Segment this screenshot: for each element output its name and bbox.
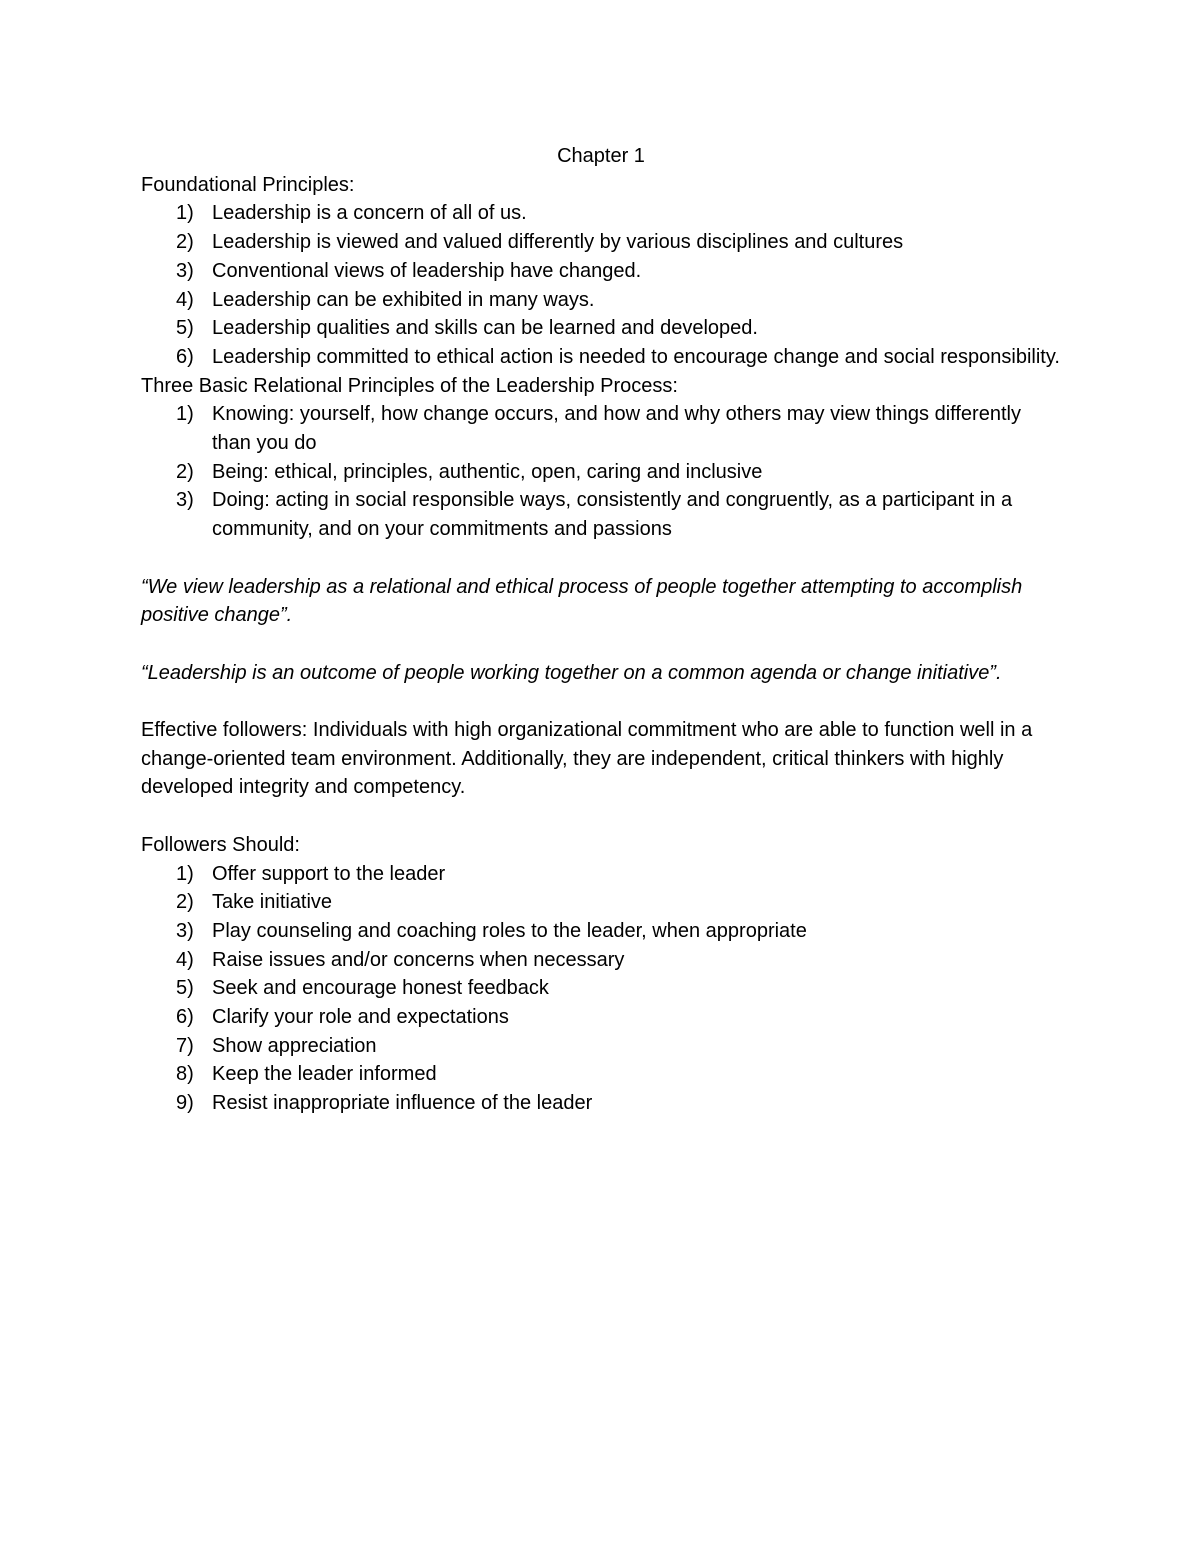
spacer [141,687,1061,716]
list-item [141,228,1061,257]
spacer [141,544,1061,573]
list-item [141,1060,1061,1089]
list-number: 4) [176,948,194,971]
list-item-text: Being: ethical, principles, authentic, open, caring and inclusive [212,460,763,483]
list-item-text: Offer support to the leader [212,862,446,885]
list-item-text: Raise issues and/or concerns when necessary [212,948,625,971]
list-item-text: Clarify your role and expectations [212,1006,509,1029]
list-item [141,860,1061,889]
list-item-text: Resist inappropriate influence of the leader [212,1092,593,1115]
list-item [141,199,1061,228]
list-item-text: Leadership can be exhibited in many ways. [212,288,595,311]
list-number: 6) [176,345,194,368]
list-number: 9) [176,1092,194,1115]
list-number: 4) [176,288,194,311]
spacer [141,802,1061,831]
list-item-text: Leadership committed to ethical action is needed to encourage change and social responsibility. [212,345,1060,368]
leadership-quote: “Leadership is an outcome of people working together on a common agenda or change initiative”. [141,661,1002,684]
page-title: Chapter 1 [557,145,645,167]
list-number: 5) [176,977,194,1000]
list-number: 5) [176,317,194,340]
list-number: 2) [176,231,194,254]
list-item [141,314,1061,343]
list-number: 3) [176,489,194,512]
document-body [141,142,1061,1118]
foundational-principles-list [141,199,1061,371]
list-item-text: Knowing: yourself, how change occurs, and how and why others may view things differently than you do [212,403,1021,455]
list-item [141,286,1061,315]
list-item [141,1089,1061,1118]
list-item-text: Seek and encourage honest feedback [212,977,549,1000]
list-item [141,1032,1061,1061]
list-item [141,974,1061,1003]
followers-should-heading: Followers Should: [141,833,300,856]
list-item-text: Leadership is viewed and valued differently by various disciplines and cultures [212,231,904,254]
effective-followers-paragraph: Effective followers: Individuals with high organizational commitment who are able to function well in a change-oriented team environment. Additionally, they are independent, critical thinkers with highly developed integrity and competency. [141,719,1033,799]
list-number: 2) [176,891,194,914]
list-item-text: Leadership qualities and skills can be learned and developed. [212,317,758,340]
list-number: 7) [176,1034,194,1057]
list-item-text: Take initiative [212,891,333,914]
foundational-principles-heading: Foundational Principles: [141,173,355,196]
list-number: 1) [176,403,194,426]
list-number: 2) [176,460,194,483]
list-item-text: Keep the leader informed [212,1063,437,1086]
list-item-text: Conventional views of leadership have changed. [212,259,642,282]
list-item-text: Show appreciation [212,1034,377,1057]
followers-should-list [141,860,1061,1118]
list-number: 1) [176,202,194,225]
list-number: 8) [176,1063,194,1086]
spacer [141,630,1061,659]
list-item-text: Play counseling and coaching roles to the leader, when appropriate [212,919,807,942]
list-number: 3) [176,259,194,282]
relational-principles-list [141,400,1061,544]
list-item [141,946,1061,975]
list-number: 3) [176,919,194,942]
relational-principles-heading: Three Basic Relational Principles of the Leadership Process: [141,374,678,397]
list-item-text: Doing: acting in social responsible ways, consistently and congruently, as a participant in a community, and on your commitments and passions [212,489,1013,541]
list-item [141,257,1061,286]
list-item [141,917,1061,946]
list-item [141,458,1061,487]
list-item [141,343,1061,372]
list-number: 1) [176,862,194,885]
list-item [141,1003,1061,1032]
leadership-quote: “We view leadership as a relational and ethical process of people together attempting to accomplish positive change”. [141,575,1023,627]
list-item [141,486,1061,543]
list-item [141,888,1061,917]
list-item-text: Leadership is a concern of all of us. [212,202,527,225]
list-number: 6) [176,1006,194,1029]
list-item [141,400,1061,457]
